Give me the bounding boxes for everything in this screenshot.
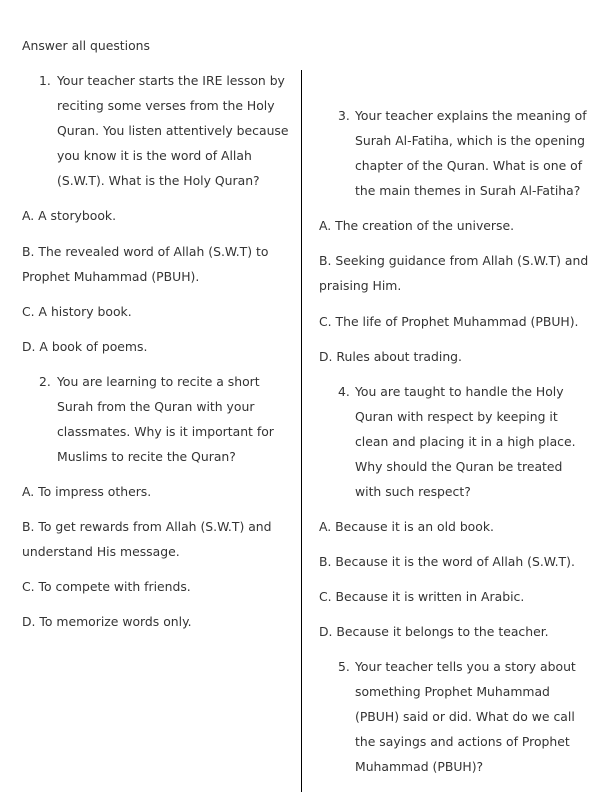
question-text-line: (S.W.T). What is the Holy Quran? bbox=[57, 172, 260, 188]
question-text-line: (PBUH) said or did. What do we call bbox=[355, 708, 575, 724]
answer-option: B. To get rewards from Allah (S.W.T) and bbox=[22, 518, 272, 534]
answer-option: praising Him. bbox=[319, 277, 402, 293]
question-text-line: chapter of the Quran. What is one of bbox=[355, 157, 583, 173]
question-text-line: the main themes in Surah Al-Fatiha? bbox=[355, 182, 581, 198]
question-text-line: with such respect? bbox=[355, 483, 471, 499]
question-text-line: Your teacher explains the meaning of bbox=[355, 107, 587, 123]
answer-option: B. Seeking guidance from Allah (S.W.T) and bbox=[319, 252, 589, 268]
answer-option: C. A history book. bbox=[22, 303, 132, 319]
question-text-line: the sayings and actions of Prophet bbox=[355, 733, 570, 749]
answer-option: B. Because it is the word of Allah (S.W.T). bbox=[319, 553, 575, 569]
question-text-line: Quran. You listen attentively because bbox=[57, 122, 289, 138]
question-number: 4. bbox=[338, 383, 350, 399]
answer-option: C. The life of Prophet Muhammad (PBUH). bbox=[319, 313, 579, 329]
answer-option: A. Because it is an old book. bbox=[319, 518, 494, 534]
question-text-line: Your teacher starts the IRE lesson by bbox=[57, 72, 285, 88]
answer-option: C. Because it is written in Arabic. bbox=[319, 588, 525, 604]
question-text-line: something Prophet Muhammad bbox=[355, 683, 550, 699]
question-text-line: clean and placing it in a high place. bbox=[355, 433, 576, 449]
answer-option: D. Rules about trading. bbox=[319, 348, 462, 364]
question-text-line: Surah from the Quran with your bbox=[57, 398, 255, 414]
question-text-line: Surah Al-Fatiha, which is the opening bbox=[355, 132, 586, 148]
question-number: 2. bbox=[39, 373, 51, 389]
question-text-line: reciting some verses from the Holy bbox=[57, 97, 275, 113]
question-number: 1. bbox=[39, 72, 51, 88]
answer-option: C. To compete with friends. bbox=[22, 578, 191, 594]
question-text-line: you know it is the word of Allah bbox=[57, 147, 252, 163]
question-text-line: Your teacher tells you a story about bbox=[355, 658, 576, 674]
answer-option: Prophet Muhammad (PBUH). bbox=[22, 268, 200, 284]
question-text-line: classmates. Why is it important for bbox=[57, 423, 274, 439]
question-text-line: Muslims to recite the Quran? bbox=[57, 448, 236, 464]
answer-option: A. To impress others. bbox=[22, 483, 152, 499]
answer-option: A. A storybook. bbox=[22, 207, 117, 223]
answer-option: B. The revealed word of Allah (S.W.T) to bbox=[22, 243, 269, 259]
question-text-line: You are taught to handle the Holy bbox=[355, 383, 564, 399]
instruction-text: Answer all questions bbox=[22, 38, 150, 53]
question-text-line: Quran with respect by keeping it bbox=[355, 408, 558, 424]
answer-option: A. The creation of the universe. bbox=[319, 217, 515, 233]
answer-option: D. Because it belongs to the teacher. bbox=[319, 623, 549, 639]
question-text-line: Why should the Quran be treated bbox=[355, 458, 563, 474]
column-divider bbox=[301, 70, 302, 792]
question-text-line: Muhammad (PBUH)? bbox=[355, 758, 484, 774]
answer-option: understand His message. bbox=[22, 543, 180, 559]
answer-option: D. A book of poems. bbox=[22, 338, 148, 354]
question-number: 5. bbox=[338, 658, 350, 674]
question-number: 3. bbox=[338, 107, 350, 123]
answer-option: D. To memorize words only. bbox=[22, 613, 192, 629]
question-text-line: You are learning to recite a short bbox=[57, 373, 260, 389]
